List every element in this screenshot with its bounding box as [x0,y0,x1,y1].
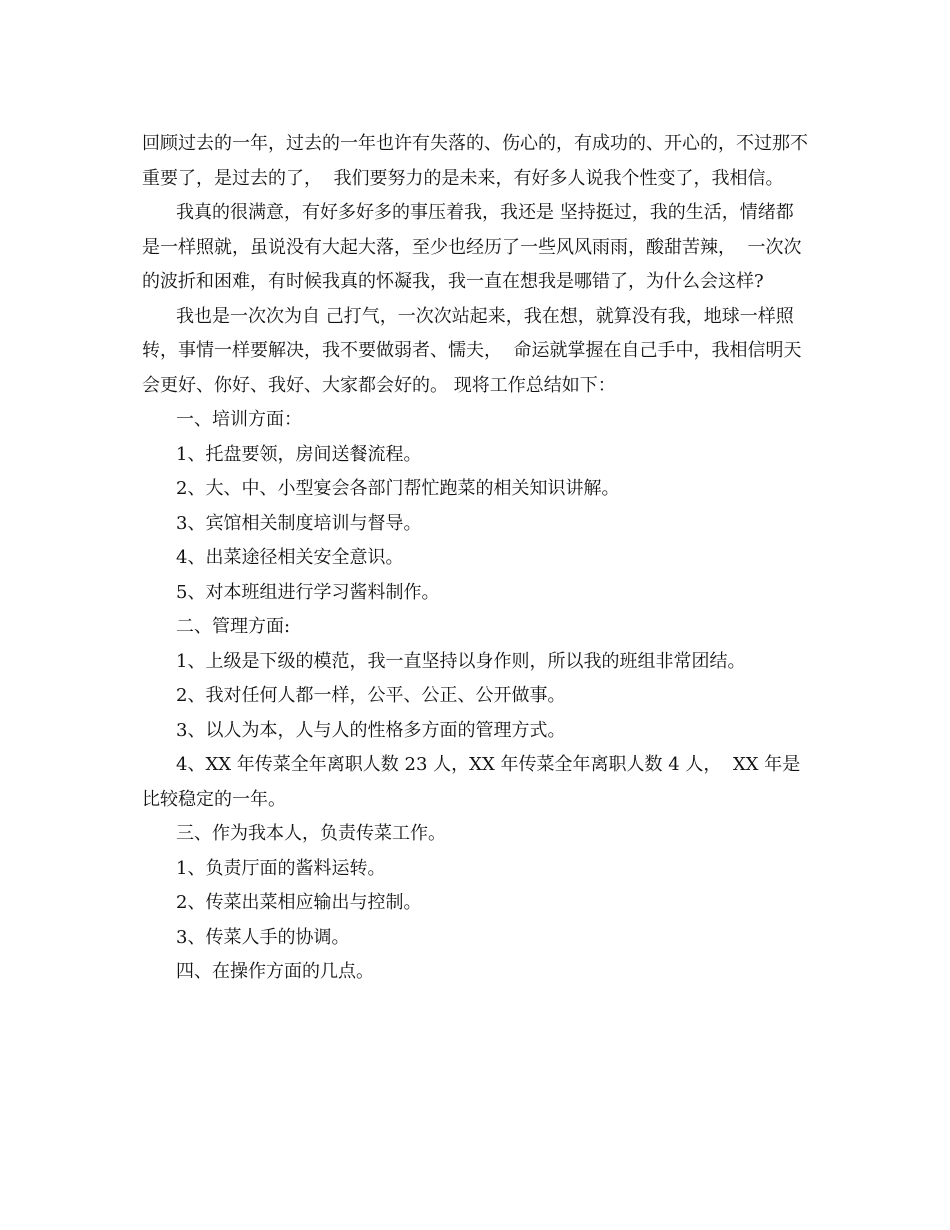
list-item: 4、XX 年传菜全年离职人数 23 人，XX 年传菜全年离职人数 4 人， XX 年是比较稳定的一年。 [142,754,801,810]
paragraph-satisfaction: 我真的很满意，有好多好多的事压着我，我还是 坚持挺过，我的生活，情绪都是一样照就，虽说没有大起大落，至少也经历了一些风风雨雨，酸甜苦辣， 一次次的波折和困难，有时候我真的怀凝我，我一直在想我是哪错了，为什么会这样? [142,202,802,292]
list-item: 3、宾馆相关制度培训与督导。 [176,512,422,534]
list-item: 2、大、中、小型宴会各部门帮忙跑菜的相关知识讲解。 [176,478,620,499]
list-item: 3、传菜人手的协调。 [176,926,350,948]
list-item: 3、以人为本，人与人的性格多方面的管理方式。 [176,719,566,741]
paragraph-encouragement: 我也是一次次为自 己打气，一次次站起来，我在想，就算没有我，地球一样照转，事情一样要解决，我不要做弱者、懦夫， 命运就掌握在自己手中，我相信明天会更好、你好、我好、大家都会好的。 现将工作总结如下： [142,305,802,396]
section-heading-operations: 四、在操作方面的几点。 [176,961,374,982]
section-heading-management: 二、管理方面: [176,616,291,637]
list-item: 4、出菜途径相关安全意识。 [176,547,404,568]
document-body [142,127,810,990]
list-item: 5、对本班组进行学习酱料制作。 [176,581,440,603]
list-item: 1、托盘要领，房间送餐流程。 [176,443,422,465]
section-heading-training: 一、培训方面： [176,409,302,430]
list-item: 2、传菜出菜相应输出与控制。 [176,892,422,913]
section-heading-personal: 三、作为我本人，负责传菜工作。 [176,823,446,844]
list-item: 1、负责厅面的酱料运转。 [176,857,386,879]
list-item: 1、上级是下级的模范，我一直坚持以身作则，所以我的班组非常团结。 [176,650,746,672]
paragraph-intro: 回顾过去的一年，过去的一年也许有失落的、伤心的，有成功的、开心的，不过那不重要了，是过去的了， 我们要努力的是未来，有好多人说我个性变了，我相信。 [142,133,808,189]
list-item: 2、我对任何人都一样，公平、公正、公开做事。 [176,685,566,706]
